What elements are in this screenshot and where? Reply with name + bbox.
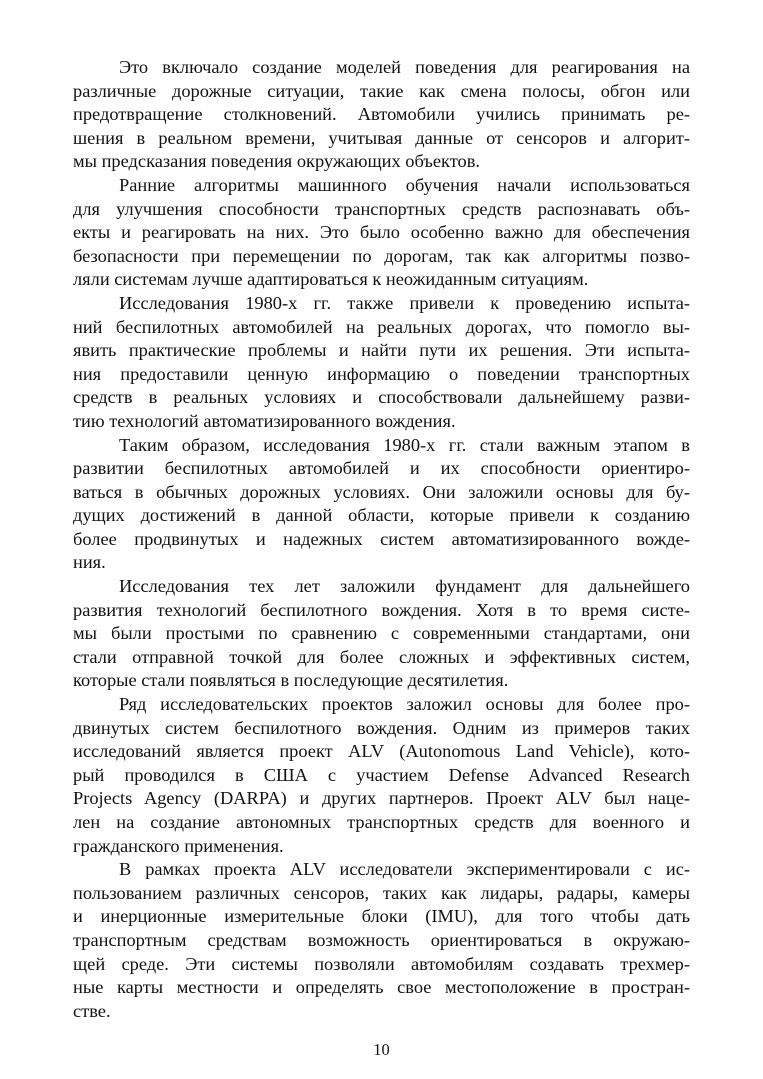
text-line: тию технологий автоматизированного вождения.	[73, 410, 456, 431]
page-number: 10	[373, 1040, 390, 1059]
text-line: екты и реагировать на них. Это было особенно важно для обеспечения	[73, 222, 690, 243]
text-line: Таким образом, исследования 1980-х гг. стали важным этапом в	[119, 434, 690, 455]
text-line: Исследования 1980-х гг. также привели к проведению испыта-	[119, 292, 690, 313]
text-line: пользованием различных сенсоров, таких как лидары, радары, камеры	[73, 882, 690, 903]
text-line: мы были простыми по сравнению с современными стандартами, они	[73, 623, 690, 644]
text-line: более продвинутых и надежных систем автоматизированного вожде-	[73, 528, 690, 549]
text-line: для улучшения способности транспортных средств распознавать объ-	[73, 198, 690, 219]
paragraph	[73, 858, 690, 1023]
paragraph	[73, 174, 690, 292]
text-line: рый проводился в США с участием Defense Advanced Research	[73, 764, 690, 785]
text-line: средств в реальных условиях и способствовали дальнейшему разви-	[73, 387, 690, 408]
text-line: мы предсказания поведения окружающих объектов.	[73, 151, 481, 172]
text-line: Это включало создание моделей поведения для реагирования на	[119, 57, 690, 77]
text-line: ний беспилотных автомобилей на реальных дорогах, что помогло вы-	[73, 316, 690, 337]
text-line: стве.	[73, 1000, 111, 1021]
text-line: развитии беспилотных автомобилей и их способности ориентиро-	[73, 458, 690, 479]
paragraph	[73, 56, 690, 174]
text-line: лен на создание автономных транспортных средств для военного и	[73, 812, 690, 832]
text-line: ния.	[73, 552, 106, 573]
text-line: щей среде. Эти системы позволяли автомобилям создавать трехмер-	[73, 953, 690, 974]
text-line: исследований является проект ALV (Autonomous Land Vehicle), кото-	[73, 741, 690, 762]
text-line: Ранние алгоритмы машинного обучения начали использоваться	[119, 174, 690, 195]
paragraph	[73, 292, 690, 434]
text-line: предотвращение столкновений. Автомобили учились принимать ре-	[73, 104, 690, 125]
text-line: гражданского применения.	[73, 835, 284, 856]
text-line: развития технологий беспилотного вождения. Хотя в то время систе-	[73, 599, 690, 620]
paragraph	[73, 575, 690, 693]
page-body	[73, 56, 690, 1023]
text-line: которые стали появляться в последующие десятилетия.	[73, 670, 509, 691]
text-line: ляли системам лучше адаптироваться к неожиданным ситуациям.	[73, 269, 589, 290]
text-line: дущих достижений в данной области, которые привели к созданию	[73, 505, 690, 526]
text-line: и инерционные измерительные блоки (IMU), для того чтобы дать	[73, 906, 690, 927]
text-line: различные дорожные ситуации, такие как смена полосы, обгон или	[73, 80, 690, 101]
text-line: стали отправной точкой для более сложных и эффективных систем,	[73, 646, 690, 667]
text-line: ные карты местности и определять свое местоположение в простран-	[73, 977, 690, 998]
paragraph	[73, 693, 690, 858]
text-line: явить практические проблемы и найти пути их решения. Эти испыта-	[73, 340, 690, 361]
text-line: шения в реальном времени, учитывая данные от сенсоров и алгорит-	[73, 127, 690, 148]
text-line: Ряд исследовательских проектов заложил основы для более про-	[119, 694, 690, 715]
text-line: ваться в обычных дорожных условиях. Они заложили основы для бу-	[73, 481, 690, 502]
text-line: двинутых систем беспилотного вождения. Одним из примеров таких	[73, 717, 690, 738]
text-line: В рамках проекта ALV исследователи экспериментировали с ис-	[119, 859, 690, 880]
text-line: ния предоставили ценную информацию о поведении транспортных	[73, 363, 690, 384]
text-line: Projects Agency (DARPA) и других партнеров. Проект ALV был наце-	[73, 788, 690, 809]
text-line: безопасности при перемещении по дорогам, так как алгоритмы позво-	[73, 245, 690, 266]
paragraph	[73, 434, 690, 576]
text-line: транспортным средствам возможность ориентироваться в окружаю-	[73, 929, 690, 950]
text-line: Исследования тех лет заложили фундамент для дальнейшего	[119, 576, 690, 597]
